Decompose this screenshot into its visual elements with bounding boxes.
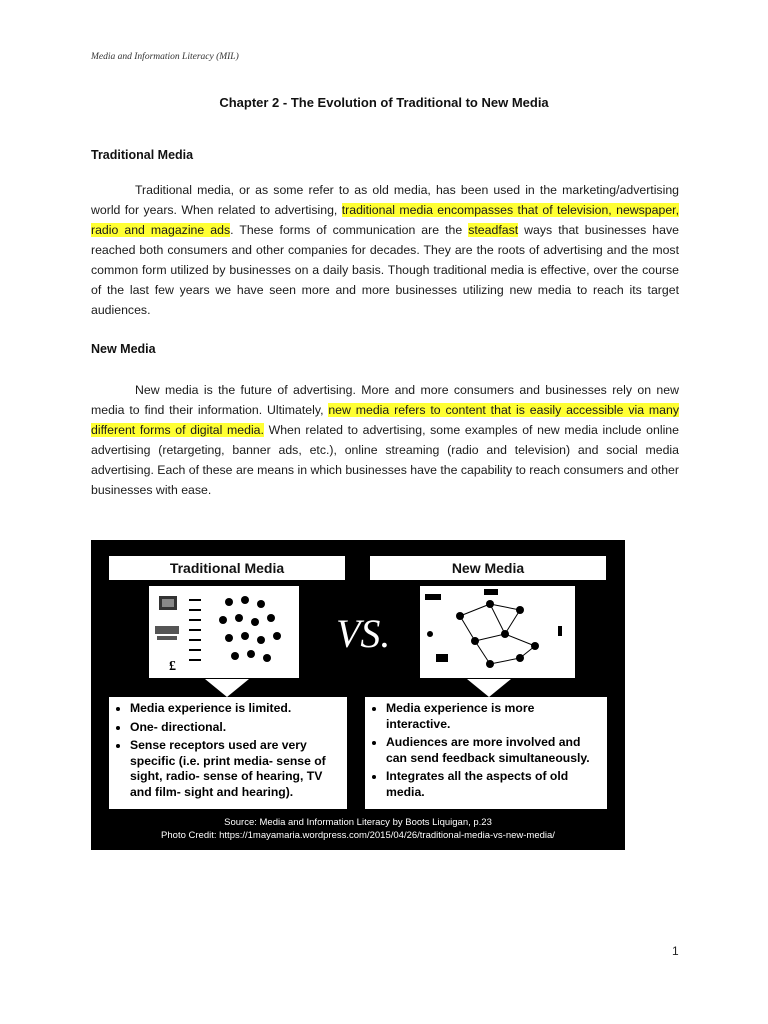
- highlighted-text: new media refers to content that is easily accessible via many different forms of digital media.: [91, 403, 679, 437]
- running-header: Media and Information Literacy (MIL): [91, 52, 239, 62]
- paragraph-text: . These forms of communication are the: [230, 223, 469, 237]
- new-media-arrow-icon: [467, 679, 511, 697]
- traditional-media-title: Traditional Media: [109, 556, 345, 580]
- new-media-paragraph: [91, 380, 679, 500]
- paragraph-text: New media is the future of advertising. More and more consumers and businesses rely on new media to find their information. Ultimately,: [91, 383, 679, 417]
- traditional-arrow-icon: [205, 679, 249, 697]
- list-item: • Media experience is more interactive.: [386, 701, 601, 732]
- highlighted-text: traditional media encompasses that of television, newspaper, radio and magazine ads: [91, 203, 679, 237]
- versus-label: VS.: [336, 611, 391, 656]
- chapter-title: Chapter 2 - The Evolution of Traditional to New Media: [219, 95, 549, 110]
- list-item: • One- directional.: [130, 720, 341, 736]
- traditional-media-paragraph: [91, 180, 679, 320]
- highlighted-text: steadfast: [468, 223, 519, 237]
- paragraph-text: When related to advertising, some examples of new media include online advertising (retargeting, banner ads, etc.), online streaming (radio and television) and social media advertising. Each of these are means in which businesses have the capability to reach consumers and other businesses with ease.: [91, 423, 679, 497]
- new-media-heading: New Media: [91, 342, 156, 356]
- new-media-title: New Media: [370, 556, 606, 580]
- figure-source: [91, 816, 625, 842]
- traditional-media-heading: Traditional Media: [91, 148, 194, 162]
- traditional-media-illustration: [149, 586, 299, 678]
- traditional-media-points: [109, 697, 347, 809]
- new-media-points: [365, 697, 607, 809]
- list-item: • Media experience is limited.: [130, 701, 341, 717]
- source-line: Source: Media and Information Literacy by Boots Liquigan, p.23: [224, 817, 492, 828]
- paragraph-text: Traditional media, or as some refer to as old media, has been used in the marketing/advertising world for years. When related to advertising,: [91, 183, 679, 217]
- media-comparison-figure: [91, 540, 625, 850]
- paragraph-text: ways that businesses have reached both consumers and other companies for decades. They are the roots of advertising and the most common form utilized by businesses on a daily basis. Though traditional media is effective, over the course of the last few years we have seen more and more businesses utilizing new media to reach its target audiences.: [91, 223, 679, 317]
- page-number: 1: [672, 944, 679, 958]
- credit-line: Photo Credit: https://1mayamaria.wordpress.com/2015/04/26/traditional-media-vs-new-media/: [161, 830, 555, 841]
- list-item: • Integrates all the aspects of old media.: [386, 769, 601, 800]
- list-item: • Audiences are more involved and can send feedback simultaneously.: [386, 735, 601, 766]
- new-media-network-illustration: [420, 586, 575, 678]
- svg-text:£: £: [169, 659, 176, 674]
- list-item: • Sense receptors used are very specific (i.e. print media- sense of sight, radio- sense of hearing, TV and film- sight and hearing).: [130, 738, 341, 800]
